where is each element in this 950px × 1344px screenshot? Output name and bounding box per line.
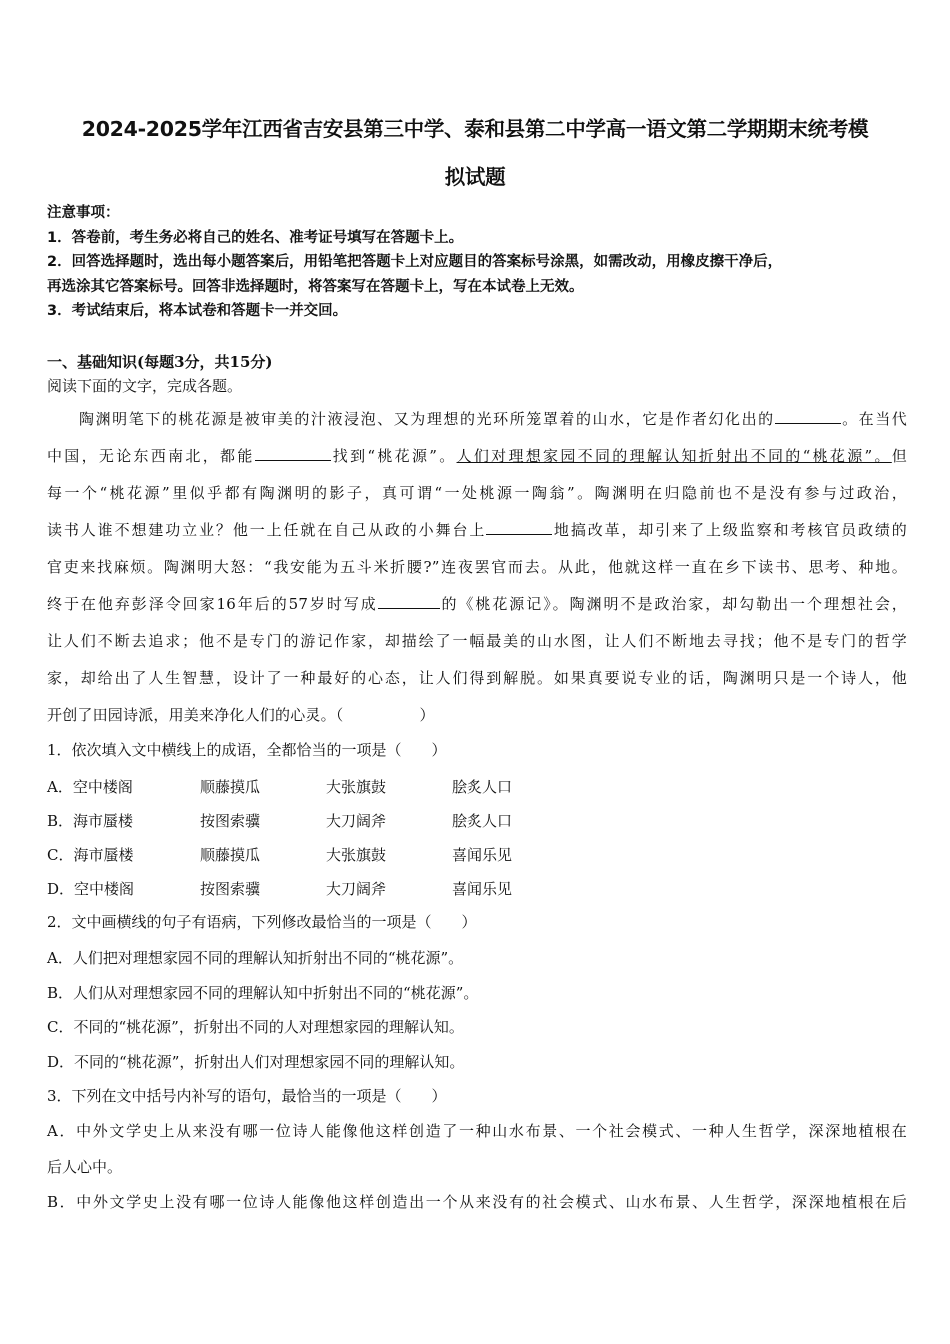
q1-option-c-word-2: 顺藤摸瓜	[200, 846, 261, 864]
q3-option-a-cont: 后人心中。	[47, 1158, 123, 1176]
passage-line-8: 家，却给出了人生智慧，设计了一种最好的心态，让人们得到解脱。如果真要说专业的话，陶渊明只是一个诗人，他	[47, 669, 907, 687]
q1-option-d-word-3: 大刀阔斧	[326, 880, 387, 898]
passage-line-9: 开创了田园诗派，用美来净化人们的心灵。（ ）	[47, 706, 435, 724]
q1-option-d-word-2: 按图索骥	[200, 880, 261, 898]
q1-option-b: B．海市蜃楼	[47, 812, 134, 830]
passage-line-3: 每一个“桃花源”里似乎都有陶渊明的影子，真可谓“一处桃源一陶翁”。陶渊明在归隐前也不是没有参与过政治，	[47, 484, 907, 502]
passage-line-2	[47, 446, 907, 466]
passage-text: 中国，无论东西南北，都能	[47, 447, 255, 465]
passage-text: 的《桃花源记》。陶渊明不是政治家，却勾勒出一个理想社会，	[439, 595, 907, 613]
passage-text: 地搞改革，却引来了上级监察和考核官员政绩的	[552, 521, 907, 539]
q1-option-a-word-3: 大张旗鼓	[326, 778, 387, 796]
section-heading: 一、基础知识(每题3分，共15分)	[47, 353, 273, 371]
passage-line-6	[47, 594, 907, 614]
fill-blank-3	[486, 520, 552, 535]
passage-text: 陶渊明笔下的桃花源是被审美的汁液浸泡、又为理想的光环所笼罩着的山水，它是作者幻化出的	[79, 410, 775, 428]
notes-item-2: 2．回答选择题时，选出每小题答案后，用铅笔把答题卡上对应题目的答案标号涂黑，如需改动，用橡皮擦干净后，	[47, 254, 783, 270]
q3-option-b: B．中外文学史上没有哪一位诗人能像他这样创造出一个从来没有的社会模式、山水布景、人生哲学，深深地植根在后	[47, 1193, 907, 1211]
q2-option-c: C．不同的“桃花源”，折射出不同的人对理想家园的理解认知。	[47, 1018, 464, 1036]
q2-option-d: D．不同的“桃花源”，折射出人们对理想家园不同的理解认知。	[47, 1053, 465, 1071]
passage-text: 读书人谁不想建功立业？他一上任就在自己从政的小舞台上	[47, 521, 487, 539]
q1-option-a: A．空中楼阁	[47, 778, 133, 796]
q1-option-a-word-4: 脍炙人口	[452, 778, 513, 796]
notes-heading: 注意事项：	[47, 205, 120, 221]
q1-option-b-word-2: 按图索骥	[200, 812, 261, 830]
passage-text: 终于在他弃彭泽令回家16年后的57岁时写成	[47, 595, 378, 613]
underlined-sentence: 人们对理想家园不同的理解认知折射出不同的“桃花源”。	[456, 447, 892, 465]
q1-option-c-word-4: 喜闻乐见	[452, 846, 513, 864]
q1-option-c-word-3: 大张旗鼓	[326, 846, 387, 864]
question-1-stem: 1．依次填入文中横线上的成语，全都恰当的一项是（ ）	[47, 741, 447, 759]
passage-line-7: 让人们不断去追求；他不是专门的游记作家，却描绘了一幅最美的山水图，让人们不断地去寻找；他不是专门的哲学	[47, 632, 907, 650]
q2-option-a: A．人们把对理想家园不同的理解认知折射出不同的“桃花源”。	[47, 949, 464, 967]
notes-item-3: 3．考试结束后，将本试卷和答题卡一并交回。	[47, 303, 348, 319]
q1-option-a-word-2: 顺藤摸瓜	[200, 778, 261, 796]
q1-option-d-word-4: 喜闻乐见	[452, 880, 513, 898]
exam-title-line-2: 拟试题	[444, 165, 506, 189]
exam-title-line-1: 2024-2025学年江西省吉安县第三中学、泰和县第二中学高一语文第二学期期末统考模	[81, 117, 869, 141]
q1-option-b-word-4: 脍炙人口	[452, 812, 513, 830]
passage-line-1	[79, 409, 907, 429]
passage-text: 但	[891, 447, 907, 465]
question-2-stem: 2．文中画横线的句子有语病，下列修改最恰当的一项是（ ）	[47, 913, 477, 931]
fill-blank-4	[378, 594, 440, 609]
question-3-stem: 3．下列在文中括号内补写的语句，最恰当的一项是（ ）	[47, 1087, 447, 1105]
q1-option-b-word-3: 大刀阔斧	[326, 812, 387, 830]
fill-blank-2	[255, 446, 331, 461]
q3-option-a: A．中外文学史上从来没有哪一位诗人能像他这样创造了一种山水布景、一个社会模式、一种人生哲学，深深地植根在	[47, 1122, 907, 1140]
q1-option-c: C．海市蜃楼	[47, 846, 134, 864]
passage-text: 找到“桃花源”。	[330, 447, 457, 465]
passage-line-4	[47, 520, 907, 540]
passage-line-5: 官吏来找麻烦。陶渊明大怒：“我安能为五斗米折腰?”连夜罢官而去。从此，他就这样一直在乡下读书、思考、种地。	[47, 558, 907, 576]
passage-text: 。在当代	[840, 410, 907, 428]
notes-item-1: 1．答卷前，考生务必将自己的姓名、准考证号填写在答题卡上。	[47, 230, 464, 246]
fill-blank-1	[775, 409, 841, 424]
q2-option-b: B．人们从对理想家园不同的理解认知中折射出不同的“桃花源”。	[47, 984, 479, 1002]
notes-item-2-cont: 再选涂其它答案标号。回答非选择题时，将答案写在答题卡上，写在本试卷上无效。	[47, 279, 584, 295]
q1-option-d: D．空中楼阁	[47, 880, 135, 898]
section-instruction: 阅读下面的文字，完成各题。	[47, 377, 243, 395]
